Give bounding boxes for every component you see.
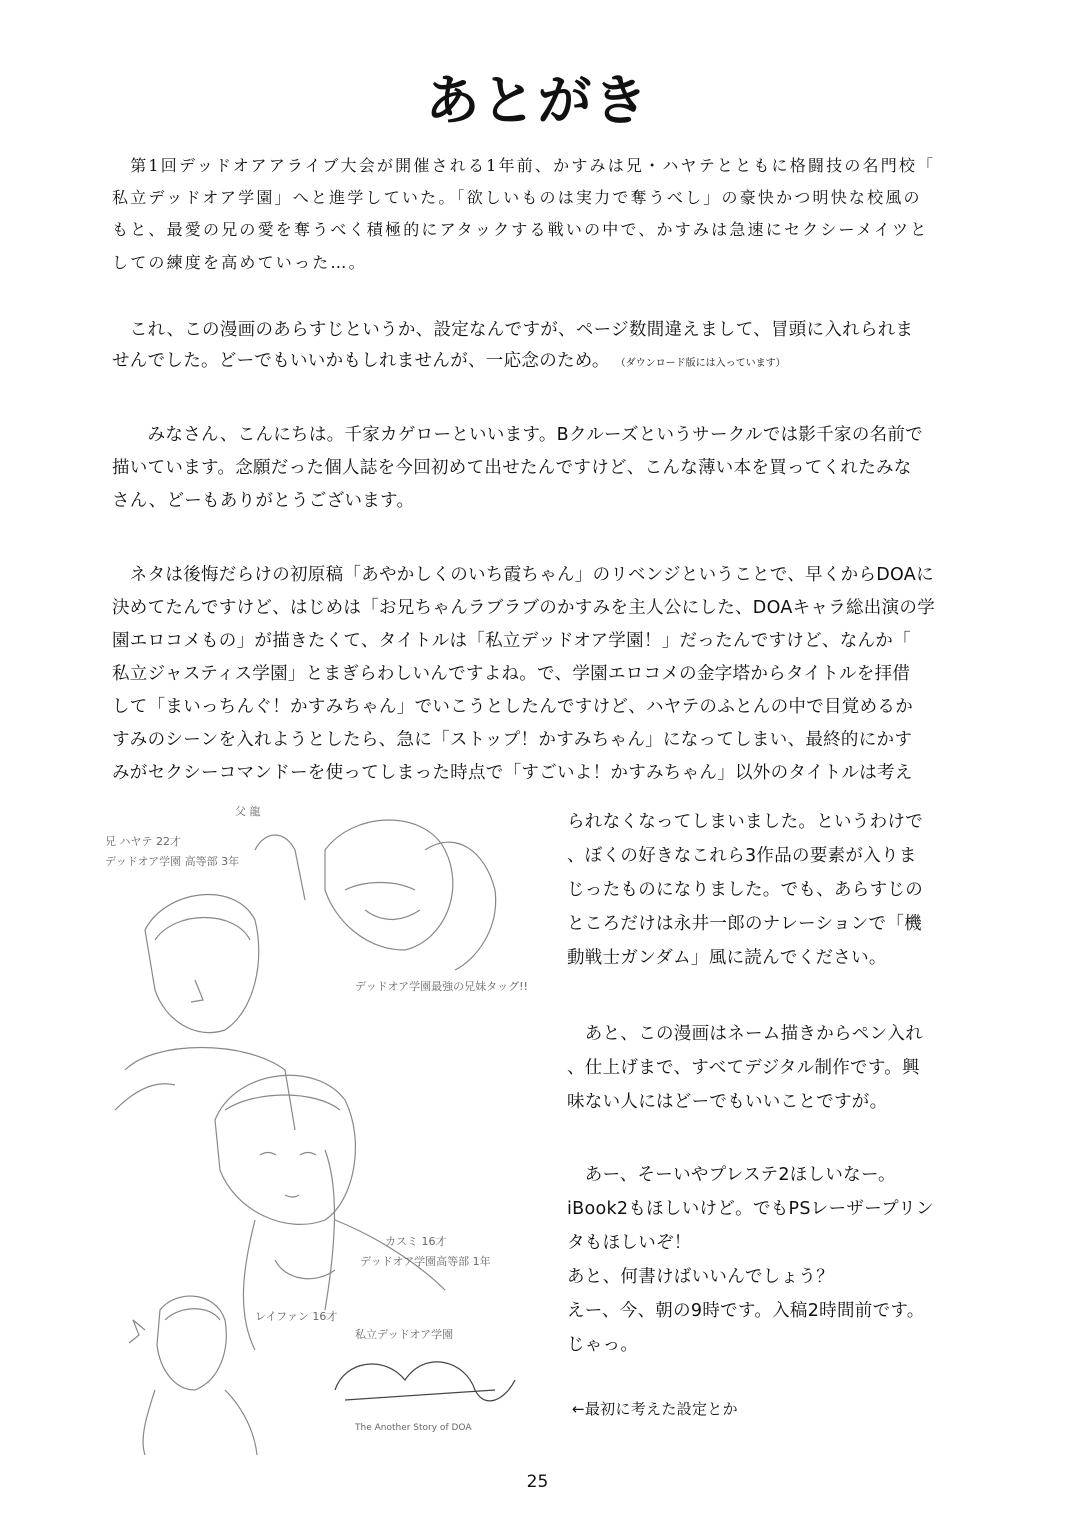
text-line: 第1回デッドオアアライブ大会が開催される1年前、かすみは兄・ハヤテとともに格闘技の名門校「 [112, 156, 936, 175]
sketch-note: デッドオア学園高等部 1年 [360, 1255, 491, 1268]
text-span: せんでした。どーでもいいかもしれませんが、一応念のため。 [112, 351, 610, 371]
sketch-note: デッドオア学園 高等部 3年 [105, 855, 240, 868]
sketch-caption: ←最初に考えた設定とか [572, 1400, 738, 1418]
text-line: さん、どーもありがとうございます。 [112, 491, 415, 511]
text-line: これ、この漫画のあらすじというか、設定なんですが、ページ数間違えまして、冒頭に入れられま [112, 320, 914, 340]
sketch-note: The Another Story of DOA [355, 1423, 472, 1433]
text-line: えー、今、朝の9時です。入稿2時間前です。 [567, 1301, 925, 1321]
sketch-note: 私立デッドオア学園 [355, 1328, 454, 1341]
text-line: 描いています。念願だった個人誌を今回初めて出せたんですけど、こんな薄い本を買ってくれたみな [112, 458, 912, 478]
text-line: ネタは後悔だらけの初原稿「あやかしくのいち霞ちゃん」のリベンジということで、早くからDOAに [112, 565, 934, 585]
text-line: 、ぼくの好きなこれら3作品の要素が入りま [567, 846, 917, 866]
text-line: あー、そーいやプレステ2ほしいなー。 [567, 1165, 896, 1185]
text-line: られなくなってしまいました。というわけで [567, 812, 923, 832]
sketch-note: カスミ 16才 [385, 1235, 447, 1248]
page-number: 25 [526, 1472, 549, 1492]
sketch-father [255, 820, 496, 970]
text-line: 味ない人にはどーでもいいことですが。 [567, 1092, 888, 1112]
text-line: 、仕上げまで、すべてデジタル制作です。興 [567, 1058, 920, 1078]
text-line: みなさん、こんにちは。千家カゲローといいます。Bクルーズというサークルでは影千家の名前で [112, 425, 924, 445]
text-line [112, 347, 786, 372]
text-line: 私立ジャスティス学園」とまぎらわしいんですよね。で、学園エロコメの金字塔からタイトルを拝借 [112, 664, 911, 684]
text-line: iBook2もほしいけど。でもPSレーザープリン [567, 1199, 934, 1219]
sketch-kasumi [215, 1075, 445, 1350]
sketch-leifang [129, 1296, 257, 1455]
download-note: （ダウンロード版には入っています） [615, 358, 786, 369]
sketch-hayate [115, 895, 295, 1130]
text-line: あと、この漫画はネーム描きからペン入れ [567, 1024, 923, 1044]
text-line: しての練度を高めていった…。 [112, 253, 367, 272]
text-line: 園エロコメもの」が描きたくて、タイトルは「私立デッドオア学園！」だったんですけど、なんか「 [112, 631, 911, 651]
sketch-note: 父 龍 [235, 805, 261, 818]
page-title: あとがき [425, 69, 650, 132]
sketch-note: 兄 ハヤテ 22才 [105, 835, 181, 848]
text-line: タもほしいぞ！ [567, 1233, 692, 1253]
text-line: じったものになりました。でも、あらすじの [567, 880, 923, 900]
text-line: 動戦士ガンダム」風に読んでください。 [567, 948, 887, 968]
character-sketch-illustration [85, 790, 540, 1455]
sketch-logo [335, 1362, 515, 1401]
text-line: 決めてたんですけど、はじめは「お兄ちゃんラブラブのかすみを主人公にした、DOAキャラ総出演の学 [112, 598, 936, 618]
sketch-note: デッドオア学園最強の兄妹タッグ!! [355, 980, 528, 993]
text-line: すみのシーンを入れようとしたら、急に「ストップ！かすみちゃん」になってしまい、最終的にかす [112, 730, 913, 750]
text-line: あと、何書けばいいんでしょう？ [567, 1267, 834, 1287]
text-line: みがセクシーコマンドーを使ってしまった時点で「すごいよ！かすみちゃん」以外のタイトルは考え [112, 763, 913, 783]
text-line: じゃっ。 [567, 1335, 639, 1355]
text-line: ところだけは永井一郎のナレーションで「機 [567, 914, 922, 934]
sketch-note: レイファン 16才 [255, 1310, 338, 1323]
text-line: して「まいっちんぐ！かすみちゃん」でいこうとしたんですけど、ハヤテのふとんの中で目覚めるか [112, 697, 913, 717]
text-line: 私立デッドオア学園」へと進学していた。「欲しいものは実力で奪うべし」の豪快かつ明快な校風の [112, 188, 922, 207]
text-line: もと、最愛の兄の愛を奪うべく積極的にアタックする戦いの中で、かすみは急速にセクシーメイツと [112, 220, 929, 239]
